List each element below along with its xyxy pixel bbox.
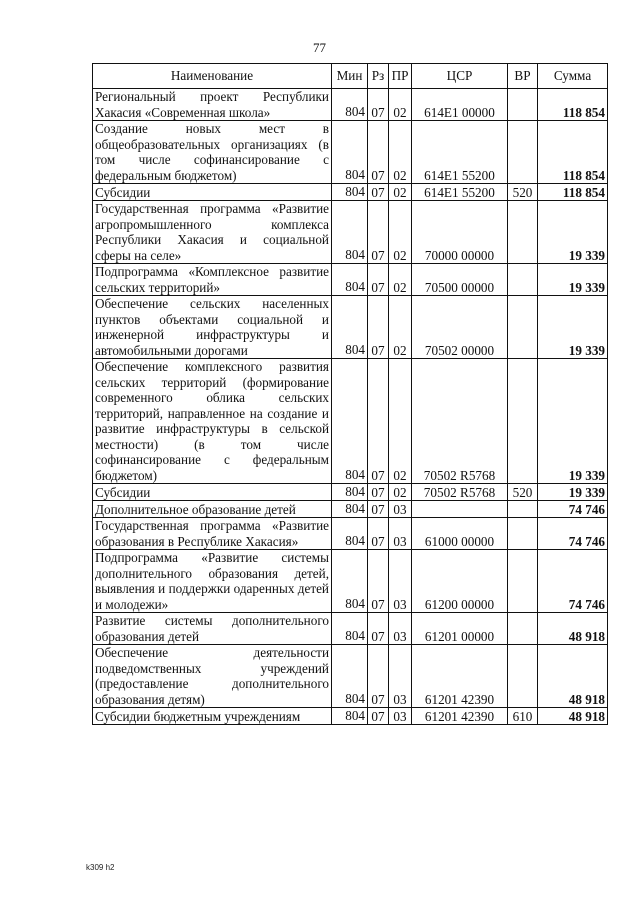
- row-csr: 61000 00000: [412, 518, 508, 550]
- row-name: Дополнительное образование детей: [93, 501, 332, 518]
- row-csr: 614E1 55200: [412, 121, 508, 184]
- row-min: 804: [332, 613, 368, 645]
- row-sum: 19 339: [538, 359, 608, 484]
- row-rz: 07: [368, 359, 389, 484]
- table-row: [93, 184, 608, 201]
- row-csr: 61201 00000: [412, 613, 508, 645]
- table-row: [93, 296, 608, 359]
- row-vr: [508, 645, 538, 708]
- row-csr: [412, 501, 508, 518]
- row-sum: 19 339: [538, 296, 608, 359]
- table-row: [93, 359, 608, 484]
- table-row: [93, 201, 608, 264]
- table-row: [93, 708, 608, 725]
- row-name: Государственная программа «Развитие агропромышленного комплекса Республики Хакасия и социальной сферы на селе»: [93, 201, 332, 264]
- document-code: k309 h2: [86, 863, 115, 872]
- row-name: Субсидии: [93, 484, 332, 501]
- row-name: Подпрограмма «Развитие системы дополнительного образования детей, выявления и поддержки одаренных детей и молодежи»: [93, 550, 332, 613]
- row-pr: 03: [389, 518, 412, 550]
- row-name: Государственная программа «Развитие образования в Республике Хакасия»: [93, 518, 332, 550]
- row-vr: [508, 501, 538, 518]
- row-pr: 02: [389, 296, 412, 359]
- row-sum: 19 339: [538, 201, 608, 264]
- row-pr: 02: [389, 184, 412, 201]
- row-csr: 70502 R5768: [412, 359, 508, 484]
- row-vr: [508, 121, 538, 184]
- row-pr: 02: [389, 264, 412, 296]
- row-pr: 03: [389, 708, 412, 725]
- row-vr: [508, 518, 538, 550]
- header-name: Наименование: [93, 64, 332, 89]
- row-name: Создание новых мест в общеобразовательных организациях (в том числе софинансирование с федеральным бюджетом): [93, 121, 332, 184]
- row-min: 804: [332, 184, 368, 201]
- row-rz: 07: [368, 201, 389, 264]
- header-rz: Рз: [368, 64, 389, 89]
- row-min: 804: [332, 359, 368, 484]
- table-row: [93, 501, 608, 518]
- row-csr: 70000 00000: [412, 201, 508, 264]
- page-number: 77: [313, 40, 326, 55]
- row-vr: [508, 89, 538, 121]
- row-sum: 48 918: [538, 613, 608, 645]
- header-csr: ЦСР: [412, 64, 508, 89]
- row-min: 804: [332, 645, 368, 708]
- row-pr: 02: [389, 484, 412, 501]
- row-csr: 614E1 55200: [412, 184, 508, 201]
- row-min: 804: [332, 518, 368, 550]
- row-name: Обеспечение комплексного развития сельских территорий (формирование современного облика сельских территорий, направленное на создание и развитие инфраструктуры в сельской местности) (в том числе софинансирование с федеральным бюджетом): [93, 359, 332, 484]
- row-pr: 03: [389, 645, 412, 708]
- row-csr: 61200 00000: [412, 550, 508, 613]
- row-rz: 07: [368, 296, 389, 359]
- row-vr: 520: [508, 484, 538, 501]
- row-csr: 614E1 00000: [412, 89, 508, 121]
- row-name: Региональный проект Республики Хакасия «Современная школа»: [93, 89, 332, 121]
- header-pr: ПР: [389, 64, 412, 89]
- table-row: [93, 264, 608, 296]
- row-sum: 74 746: [538, 501, 608, 518]
- row-pr: 02: [389, 121, 412, 184]
- row-vr: 520: [508, 184, 538, 201]
- table-row: [93, 518, 608, 550]
- row-sum: 19 339: [538, 264, 608, 296]
- row-min: 804: [332, 708, 368, 725]
- row-name: Развитие системы дополнительного образования детей: [93, 613, 332, 645]
- header-vr: ВР: [508, 64, 538, 89]
- row-vr: [508, 613, 538, 645]
- table-row: [93, 484, 608, 501]
- row-vr: [508, 359, 538, 484]
- row-min: 804: [332, 484, 368, 501]
- row-rz: 07: [368, 645, 389, 708]
- row-sum: 48 918: [538, 645, 608, 708]
- budget-table: [92, 63, 608, 725]
- row-csr: 70502 00000: [412, 296, 508, 359]
- row-name: Обеспечение деятельности подведомственных учреждений (предоставление дополнительного образования детям): [93, 645, 332, 708]
- row-rz: 07: [368, 484, 389, 501]
- row-rz: 07: [368, 613, 389, 645]
- row-min: 804: [332, 264, 368, 296]
- row-min: 804: [332, 550, 368, 613]
- row-pr: 02: [389, 201, 412, 264]
- row-rz: 07: [368, 708, 389, 725]
- table-row: [93, 89, 608, 121]
- row-sum: 118 854: [538, 121, 608, 184]
- row-pr: 03: [389, 550, 412, 613]
- row-sum: 118 854: [538, 89, 608, 121]
- row-name: Обеспечение сельских населенных пунктов объектами социальной и инженерной инфраструктуры и автомобильными дорогами: [93, 296, 332, 359]
- row-csr: 70500 00000: [412, 264, 508, 296]
- row-rz: 07: [368, 121, 389, 184]
- row-min: 804: [332, 121, 368, 184]
- row-sum: 48 918: [538, 708, 608, 725]
- row-vr: [508, 550, 538, 613]
- row-csr: 61201 42390: [412, 708, 508, 725]
- table-row: [93, 121, 608, 184]
- row-name: Субсидии бюджетным учреждениям: [93, 708, 332, 725]
- table-row: [93, 645, 608, 708]
- row-pr: 02: [389, 89, 412, 121]
- row-rz: 07: [368, 518, 389, 550]
- row-pr: 02: [389, 359, 412, 484]
- row-csr: 61201 42390: [412, 645, 508, 708]
- row-rz: 07: [368, 550, 389, 613]
- row-vr: 610: [508, 708, 538, 725]
- row-min: 804: [332, 296, 368, 359]
- row-pr: 03: [389, 501, 412, 518]
- row-csr: 70502 R5768: [412, 484, 508, 501]
- row-sum: 118 854: [538, 184, 608, 201]
- header-row: [93, 64, 608, 89]
- row-min: 804: [332, 89, 368, 121]
- row-min: 804: [332, 501, 368, 518]
- header-min: Мин: [332, 64, 368, 89]
- row-rz: 07: [368, 89, 389, 121]
- row-sum: 19 339: [538, 484, 608, 501]
- row-rz: 07: [368, 264, 389, 296]
- table-row: [93, 613, 608, 645]
- row-sum: 74 746: [538, 518, 608, 550]
- table-row: [93, 550, 608, 613]
- row-min: 804: [332, 201, 368, 264]
- row-pr: 03: [389, 613, 412, 645]
- row-rz: 07: [368, 184, 389, 201]
- header-sum: Сумма: [538, 64, 608, 89]
- row-rz: 07: [368, 501, 389, 518]
- row-sum: 74 746: [538, 550, 608, 613]
- row-vr: [508, 201, 538, 264]
- row-vr: [508, 264, 538, 296]
- row-name: Подпрограмма «Комплексное развитие сельских территорий»: [93, 264, 332, 296]
- row-vr: [508, 296, 538, 359]
- row-name: Субсидии: [93, 184, 332, 201]
